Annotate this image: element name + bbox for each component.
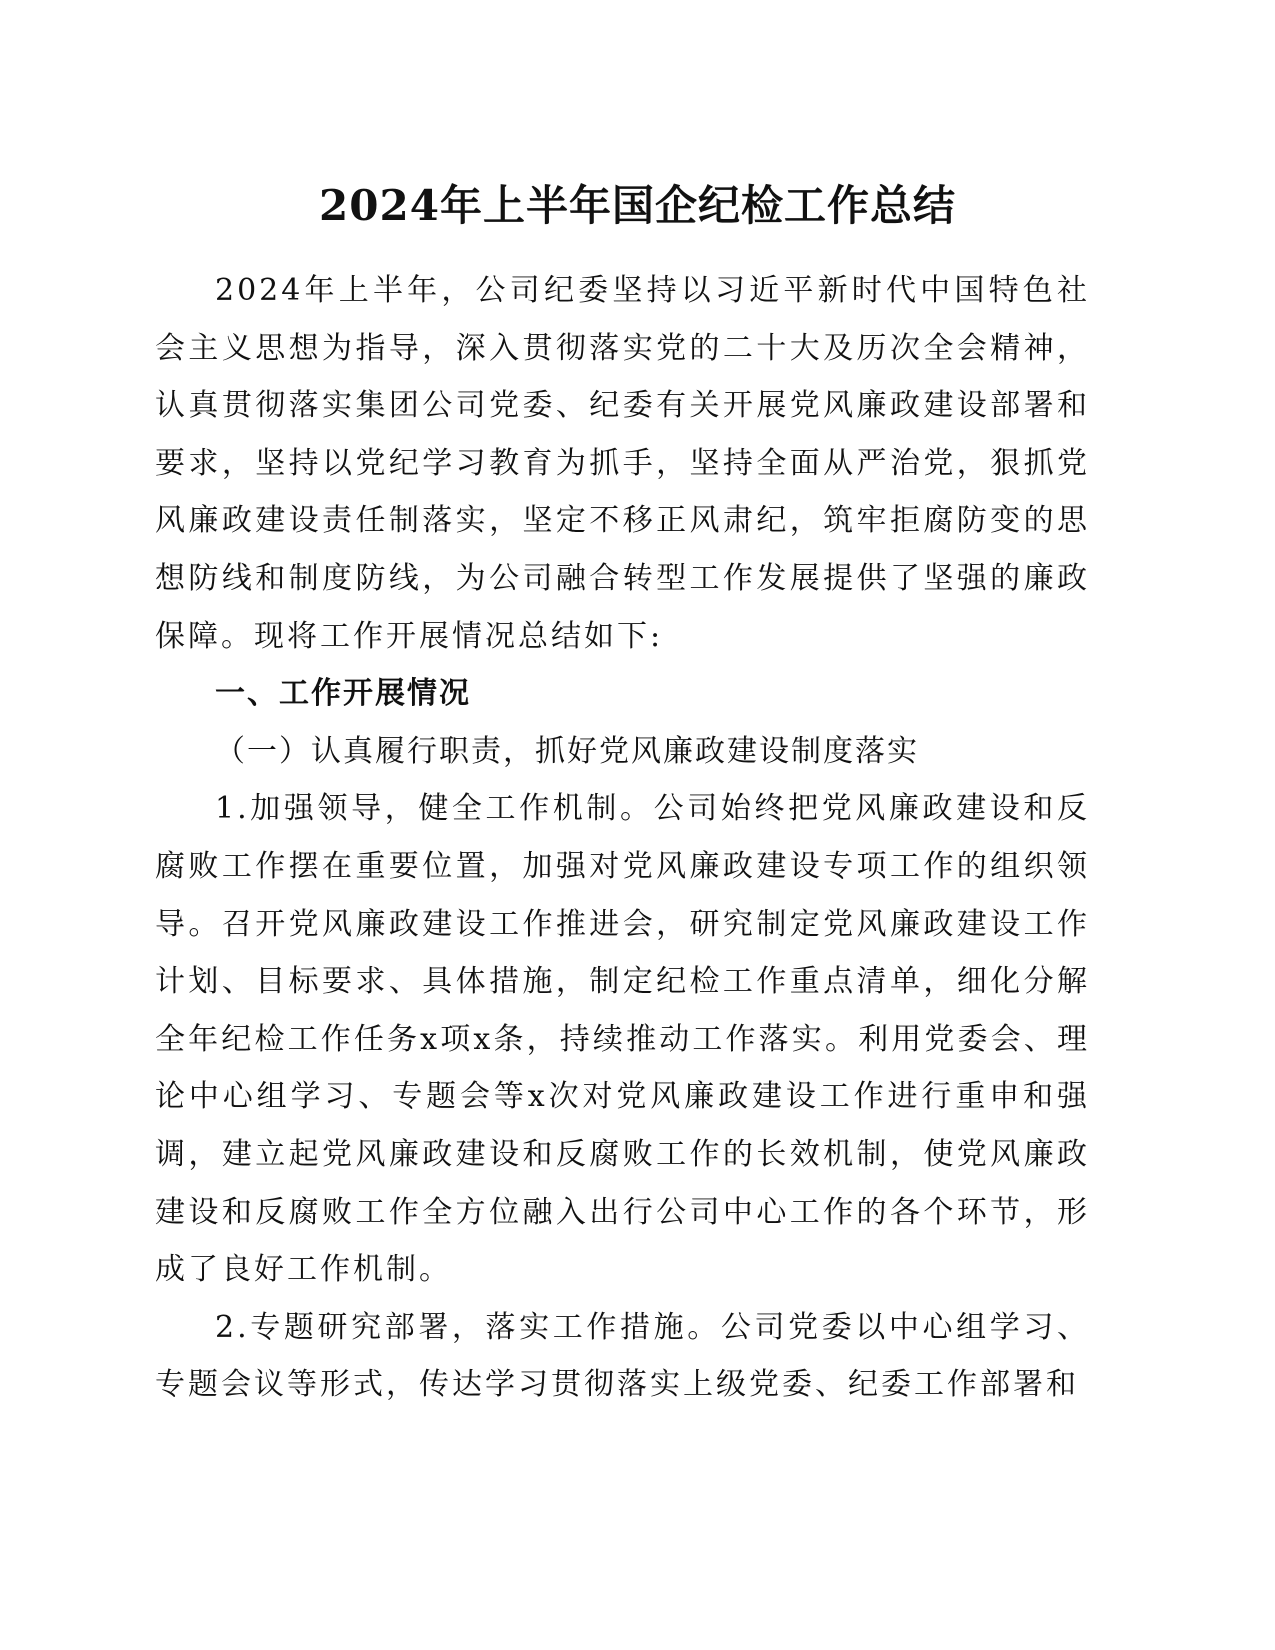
intro-paragraph: 2024年上半年，公司纪委坚持以习近平新时代中国特色社会主义思想为指导，深入贯彻落实党的二十大及历次全会精神，认真贯彻落实集团公司党委、纪委有关开展党风廉政建设部署和要求，坚持以党纪学习教育为抓手，坚持全面从严治党，狠抓党风廉政建设责任制落实，坚定不移正风肃纪，筑牢拒腐防变的思想防线和制度防线，为公司融合转型工作发展提供了坚强的廉政保障。现将工作开展情况总结如下:	[155, 273, 1090, 654]
subsection-heading: （一）认真履行职责，抓好党风廉政建设制度落实	[215, 733, 919, 769]
item-paragraph-1: 1.加强领导，健全工作机制。公司始终把党风廉政建设和反腐败工作摆在重要位置，加强对党风廉政建设专项工作的组织领导。召开党风廉政建设工作推进会，研究制定党风廉政建设工作计划、目标要求、具体措施，制定纪检工作重点清单，细化分解全年纪检工作任务x项x条，持续推动工作落实。利用党委会、理论中心组学习、专题会等x次对党风廉政建设工作进行重申和强调，建立起党风廉政建设和反腐败工作的长效机制，使党风廉政建设和反腐败工作全方位融入出行公司中心工作的各个环节，形成了良好工作机制。	[155, 791, 1090, 1288]
section-heading: 一、工作开展情况	[215, 676, 471, 712]
document-title: 2024年上半年国企纪检工作总结	[319, 181, 956, 230]
item-paragraph-2: 2.专题研究部署，落实工作措施。公司党委以中心组学习、专题会议等形式，传达学习贯彻落实上级党委、纪委工作部署和	[155, 1309, 1090, 1403]
document-body	[155, 262, 1090, 1414]
